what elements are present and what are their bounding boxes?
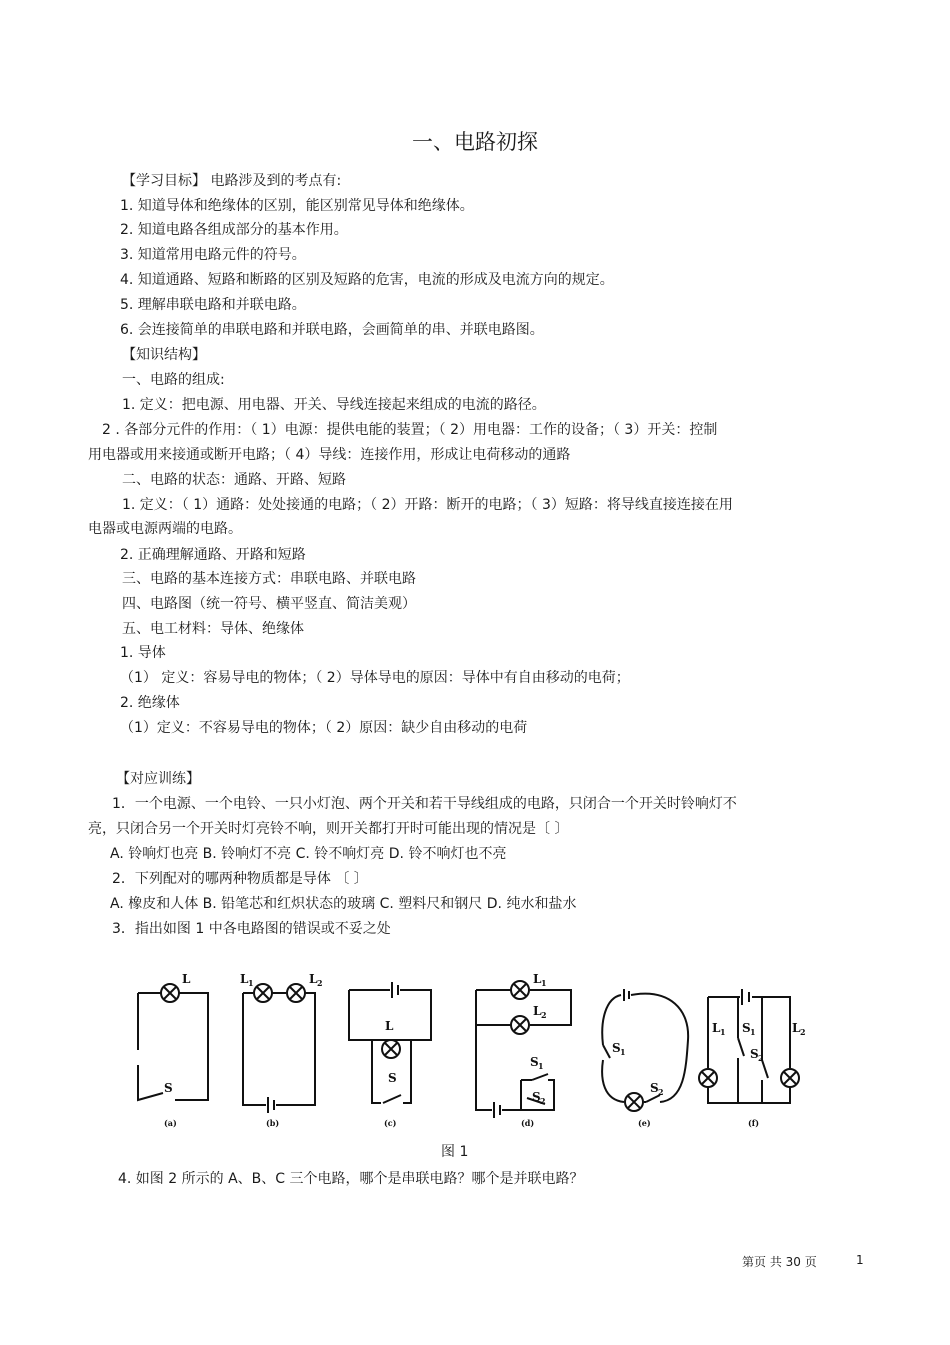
circuit-d: [476, 972, 571, 1128]
label-c-S: S: [388, 1071, 397, 1085]
subfig-b: (b): [266, 1118, 280, 1128]
text-line: 电器或电源两端的电路。: [88, 521, 242, 537]
subfig-e: (e): [638, 1118, 651, 1128]
figure-caption: 图 1: [441, 1144, 469, 1160]
svg-text:2: 2: [540, 1096, 546, 1106]
text-line: （1） 定义：容易导电的物体；（ 2）导体导电的原因：导体中有自由移动的电荷；: [120, 670, 630, 686]
svg-text:1: 1: [620, 1047, 626, 1057]
svg-text:2: 2: [317, 978, 323, 988]
svg-text:2: 2: [758, 1053, 764, 1063]
svg-text:1: 1: [720, 1027, 726, 1037]
text-line: 3．指出如图 1 中各电路图的错误或不妥之处: [112, 921, 391, 937]
label-d-S1: S: [530, 1055, 539, 1069]
label-e-S1: S: [612, 1041, 621, 1055]
text-line: A. 铃响灯也亮 B. 铃响灯不亮 C. 铃不响灯亮 D. 铃不响灯也不亮: [110, 846, 507, 862]
text-line: 【知识结构】: [122, 347, 206, 363]
text-line: 三、电路的基本连接方式：串联电路、并联电路: [122, 571, 416, 587]
label-f-L1: L: [712, 1021, 721, 1035]
text-line: 4. 如图 2 所示的 A、B、C 三个电路，哪个是串联电路？哪个是并联电路？: [118, 1171, 584, 1187]
text-line: 2．下列配对的哪两种物质都是导体 〔 〕: [112, 871, 368, 887]
text-line: 【对应训练】: [116, 771, 200, 787]
label-b-L1: L: [240, 972, 249, 986]
subfig-a: (a): [164, 1118, 177, 1128]
text-line: 1. 导体: [120, 645, 166, 661]
text-line: 2. 绝缘体: [120, 695, 180, 711]
subfig-f: (f): [748, 1118, 760, 1128]
circuit-a: [138, 972, 208, 1128]
text-line: 4. 知道通路、短路和断路的区别及短路的危害，电流的形成及电流方向的规定。: [120, 272, 614, 288]
text-line: 一、电路的组成:: [122, 372, 225, 388]
footer-page-number: 1: [856, 1253, 864, 1267]
label-d-L2: L: [533, 1004, 542, 1018]
label-b-L2: L: [309, 972, 318, 986]
text-line: 1. 定义：把电源、用电器、开关、导线连接起来组成的电流的路径。: [122, 397, 546, 413]
label-f-S2: S: [750, 1047, 759, 1061]
text-line: 二、电路的状态：通路、开路、短路: [122, 472, 346, 488]
text-line: 用电器或用来接通或断开电路；（ 4）导线：连接作用，形成让电荷移动的通路: [88, 447, 571, 463]
label-a-L: L: [182, 972, 191, 986]
svg-text:2: 2: [541, 1010, 547, 1020]
text-line: 5. 理解串联电路和并联电路。: [120, 297, 306, 313]
text-line: 3. 知道常用电路元件的符号。: [120, 247, 306, 263]
label-e-S2: S: [650, 1081, 659, 1095]
label-d-L1: L: [533, 972, 542, 986]
label-d-S2: S: [532, 1090, 541, 1104]
label-f-S1: S: [742, 1021, 751, 1035]
text-line: 1. 定义：（ 1）通路：处处接通的电路；（ 2）开路：断开的电路；（ 3）短路：将导线直接连接在用: [122, 497, 733, 513]
label-f-L2: L: [792, 1021, 801, 1035]
subfig-d: (d): [521, 1118, 535, 1128]
svg-text:2: 2: [658, 1087, 664, 1097]
circuit-f: [699, 989, 806, 1128]
svg-text:1: 1: [538, 1061, 544, 1071]
text-line: （1）定义：不容易导电的物体；（ 2）原因：缺少自由移动的电荷: [120, 720, 528, 736]
svg-text:2: 2: [800, 1027, 806, 1037]
text-line: 四、电路图（统一符号、横平竖直、简洁美观）: [122, 596, 416, 612]
text-line: 2 . 各部分元件的作用：（ 1）电源：提供电能的装置；（ 2）用电器：工作的设备；（ 3）开关：控制: [102, 422, 718, 438]
subfig-c: (c): [384, 1118, 397, 1128]
text-line: 亮，只闭合另一个开关时灯亮铃不响，则开关都打开时可能出现的情况是〔 〕: [88, 821, 569, 837]
circuit-e: [602, 989, 688, 1128]
circuit-c: [349, 982, 431, 1128]
circuit-b: [240, 972, 323, 1128]
text-line: 2. 正确理解通路、开路和短路: [120, 547, 306, 563]
text-line: 1. 知道导体和绝缘体的区别，能区别常见导体和绝缘体。: [120, 198, 474, 214]
svg-text:1: 1: [750, 1027, 756, 1037]
text-line: A. 橡皮和人体 B. 铅笔芯和红炽状态的玻璃 C. 塑料尺和钢尺 D. 纯水和盐水: [110, 896, 577, 912]
label-a-S: S: [164, 1081, 173, 1095]
text-line: 6. 会连接简单的串联电路和并联电路，会画简单的串、并联电路图。: [120, 322, 544, 338]
page-title: 一、电路初探: [412, 130, 538, 154]
label-c-L: L: [385, 1019, 394, 1033]
footer-page-info: 第页 共 30 页: [742, 1255, 817, 1269]
svg-text:1: 1: [248, 978, 254, 988]
text-line: 2. 知道电路各组成部分的基本作用。: [120, 222, 348, 238]
text-line: 五、电工材料：导体、绝缘体: [122, 621, 304, 637]
svg-text:1: 1: [541, 978, 547, 988]
text-line: 【学习目标】 电路涉及到的考点有:: [122, 173, 342, 189]
text-line: 1．一个电源、一个电铃、一只小灯泡、两个开关和若干导线组成的电路，只闭合一个开关时铃响灯不: [112, 796, 737, 812]
